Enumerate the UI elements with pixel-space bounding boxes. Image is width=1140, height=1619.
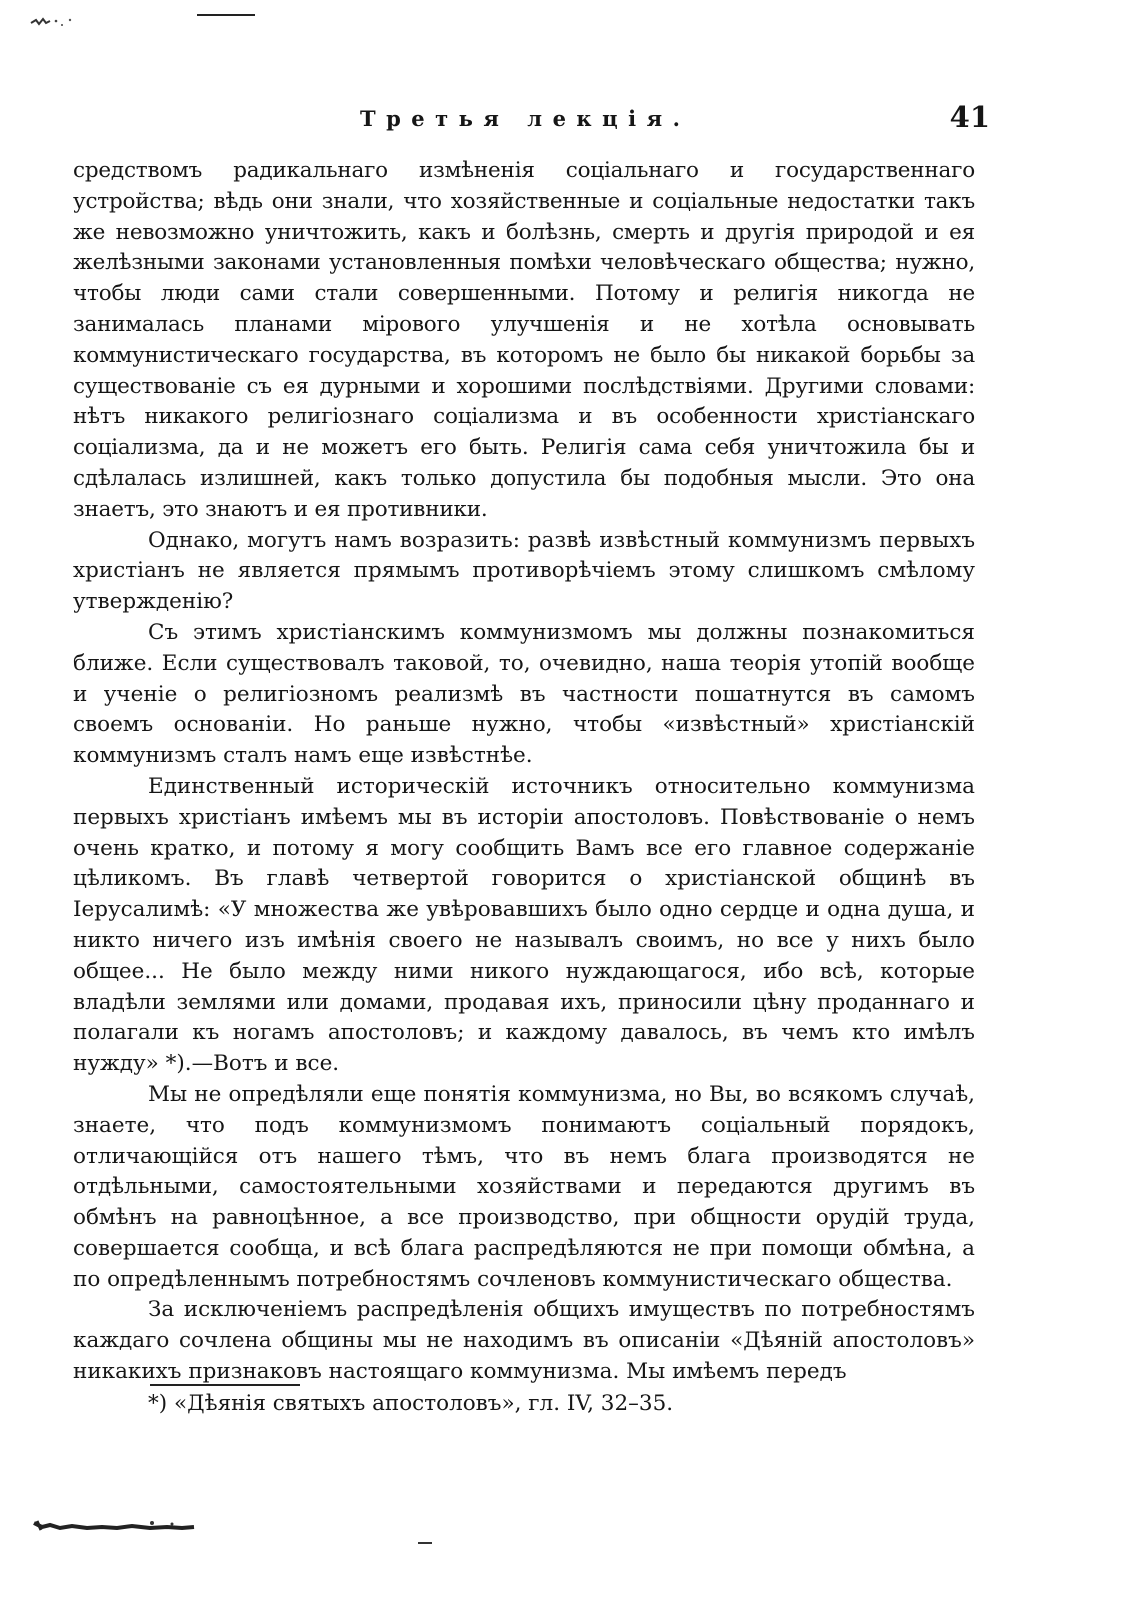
paragraph-4: Единственный историческій источникъ относительно коммунизма первыхъ христіанъ имѣемъ мы въ исторіи апостоловъ. Повѣствованіе о немъ очень кратко, и потому я могу сообщить Вамъ все его главное содержаніе цѣликомъ. Въ главѣ четвертой говорится о христіанской общинѣ въ Іерусалимѣ: «У множества же увѣровавшихъ было одно сердце и одна душа, и никто ничего изъ имѣнія своего не называлъ своимъ, но все у нихъ было общее... Не было между ними никого нуждающагося, ибо всѣ, которые владѣли землями или домами, продавая ихъ, приносили цѣну проданнаго и полагали къ ногамъ апостоловъ; и каждому давалось, въ чемъ кто имѣлъ нужду» *).—Вотъ и все. — [73, 773, 975, 1077]
page-number: 41 — [949, 100, 990, 134]
running-header — [0, 100, 1140, 140]
running-title: Третья лекція. — [360, 106, 691, 131]
paragraph-6: За исключеніемъ распредѣленія общихъ имуществъ по потребностямъ каждаго сочлена общины мы не находимъ въ описаніи «Дѣяній апостоловъ» никакихъ признаковъ настоящаго коммунизма. Мы имѣемъ передъ — [73, 1297, 975, 1385]
scan-smudge-bottom — [32, 1515, 197, 1535]
top-rule — [197, 14, 255, 16]
footnote-rule — [150, 1384, 300, 1386]
paragraph-5: Мы не опредѣляли еще понятія коммунизма, но Вы, во всякомъ случаѣ, знаете, что подъ коммунизмомъ понимаютъ соціальный порядокъ, отличающійся отъ нашего тѣмъ, что въ немъ блага производятся не отдѣльными, самостоятельными хозяйствами и передаются другимъ въ обмѣнъ на равноцѣнное, а все производство, при общности орудій труда, совершается сообща, и всѣ блага распредѣляются не при помощи обмѣна, а по опредѣленнымъ потребностямъ сочленовъ коммунистическаго общества. — [73, 1081, 975, 1292]
scan-smudge-top — [30, 14, 78, 30]
paragraph-2: Однако, могутъ намъ возразить: развѣ извѣстный коммунизмъ первыхъ христіанъ не является прямымъ противорѣчіемъ этому слишкомъ смѣлому утвержденію? — [73, 527, 975, 615]
footnote: *) «Дѣянія святыхъ апостоловъ», гл. IV, 32–35. — [148, 1391, 674, 1416]
bottom-rule — [418, 1542, 432, 1544]
paragraph-1: средствомъ радикальнаго измѣненія соціальнаго и государственнаго устройства; вѣдь они знали, что хозяйственные и соціальные недостатки такъ же невозможно уничтожить, какъ и болѣзнь, смерть и другія природой и ея желѣзными законами установленныя помѣхи человѣческаго общества; нужно, чтобы люди сами стали совершенными. Потому и религія никогда не занималась планами мірового улучшенія и не хотѣла основывать коммунистическаго государства, въ которомъ не было бы никакой борьбы за существованіе съ ея дурными и хорошими послѣдствіями. Другими словами: нѣтъ никакого религіознаго соціализма и въ особенности христіанскаго соціализма, да и не можетъ его быть. Религія сама себя уничтожила бы и сдѣлалась излишней, какъ только допустила бы подобныя мысли. Это она знаетъ, это знаютъ и ея противники. — [73, 158, 975, 522]
body-text — [73, 156, 975, 1388]
paragraph-3: Съ этимъ христіанскимъ коммунизмомъ мы должны познакомиться ближе. Если существовалъ таковой, то, очевидно, наша теорія утопій вообще и ученіе о религіозномъ реализмѣ въ частности пошатнутся въ самомъ своемъ основаніи. Но раньше нужно, чтобы «извѣстный» христіанскій коммунизмъ сталъ намъ еще извѣстнѣе. — [73, 619, 975, 769]
